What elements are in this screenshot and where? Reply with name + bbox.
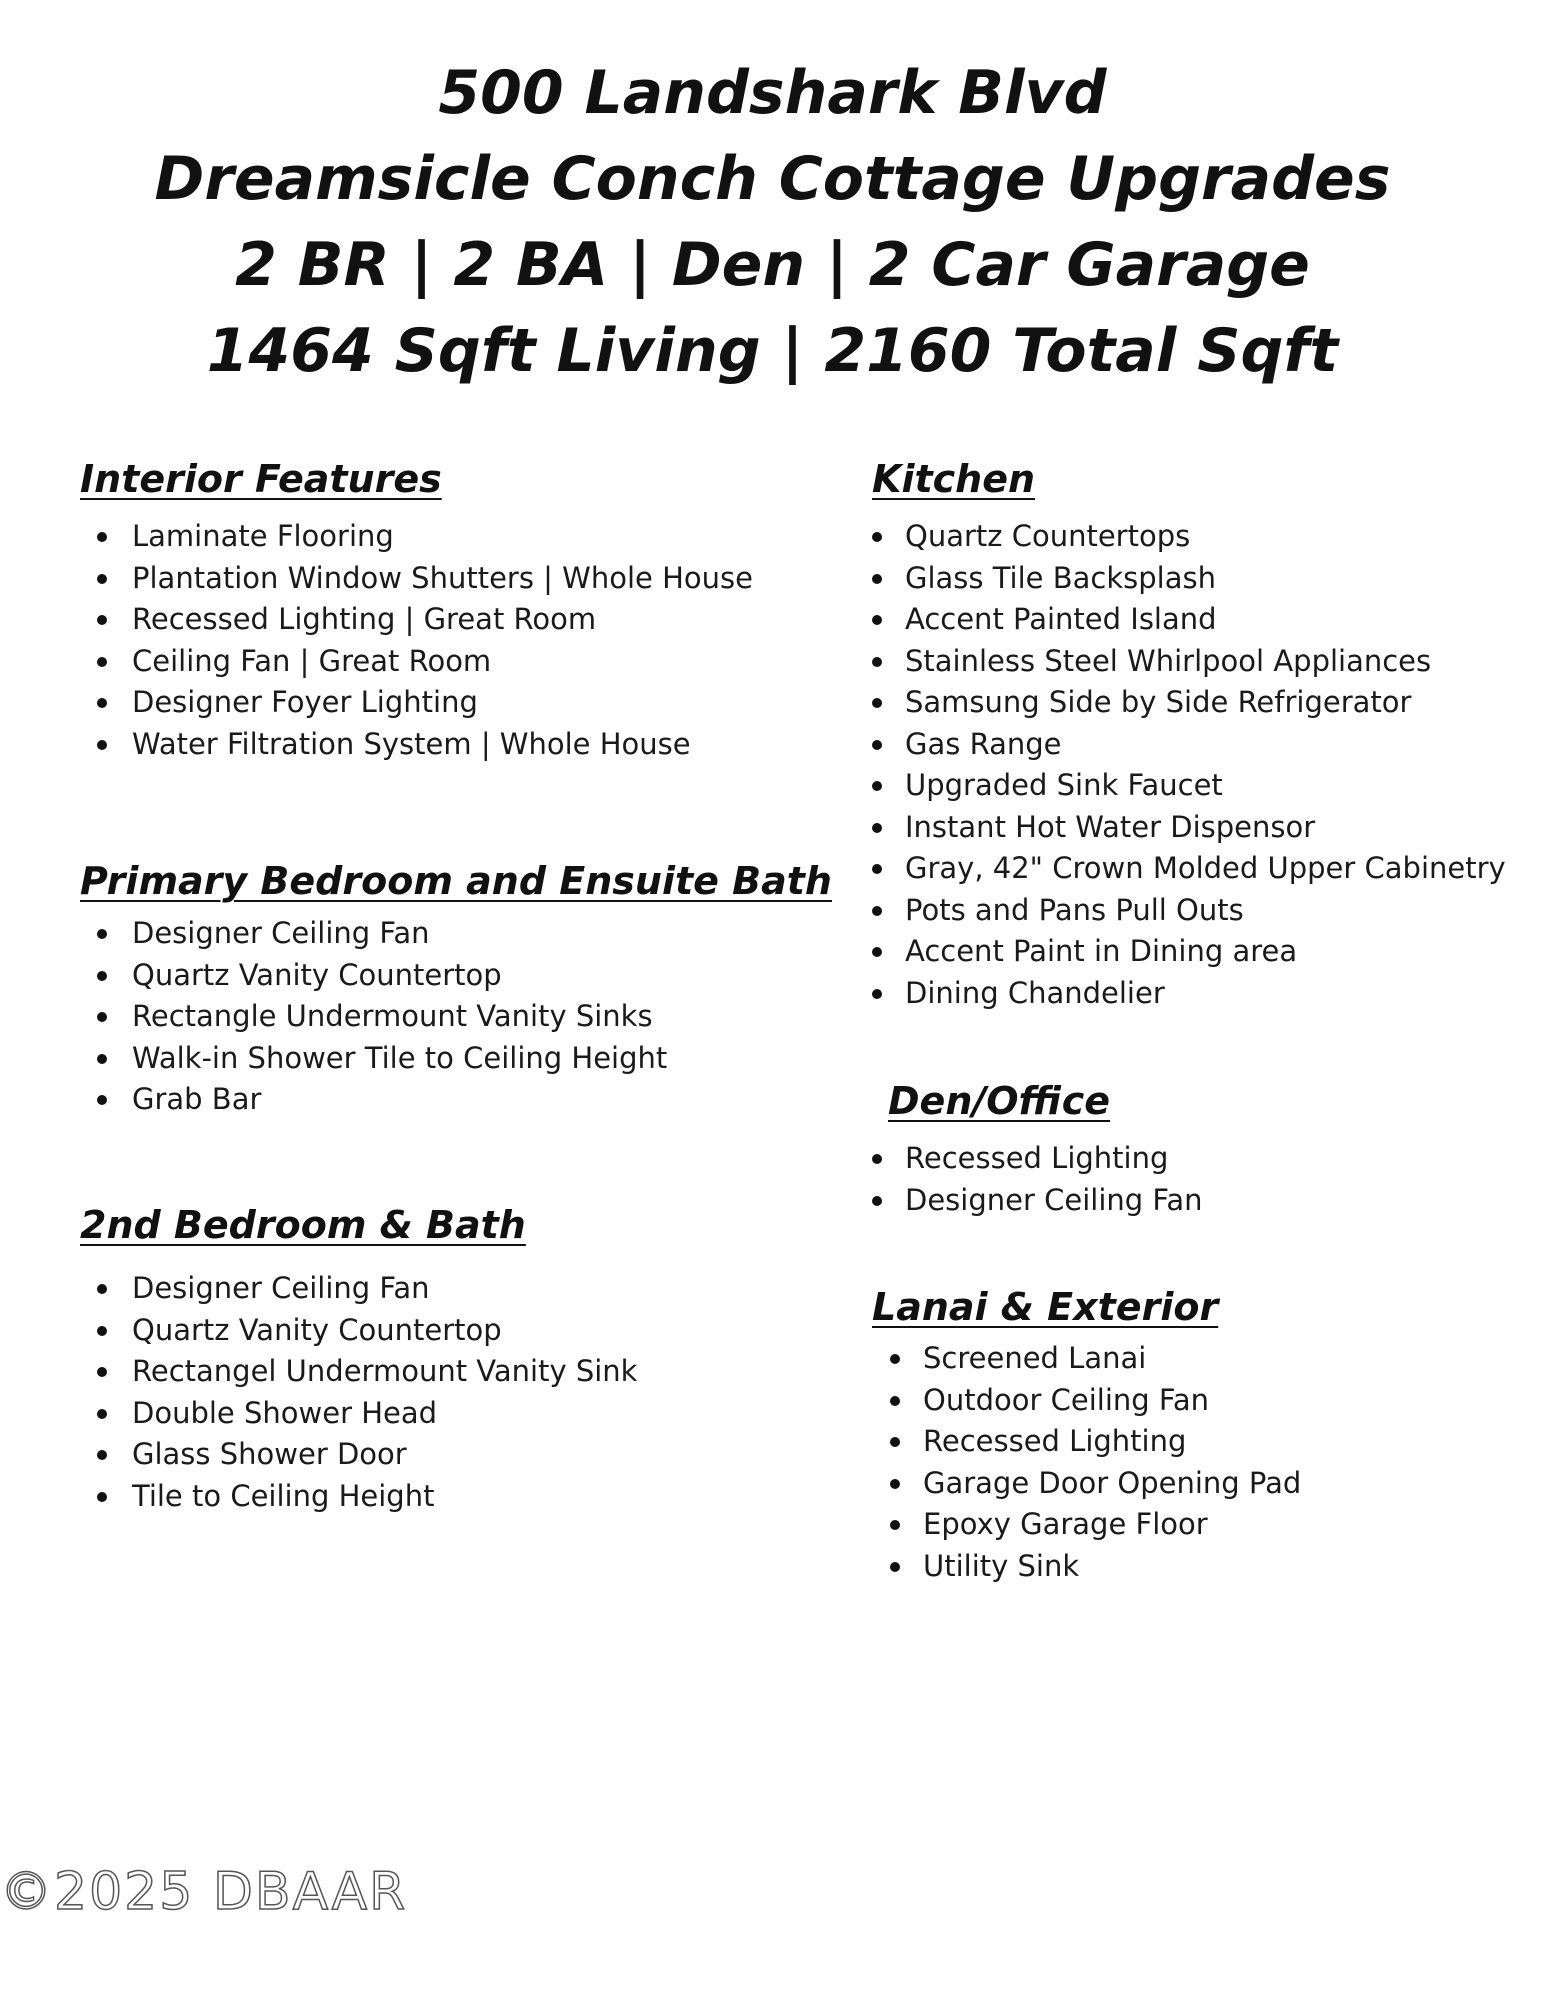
list-item bbox=[80, 599, 753, 641]
list-item bbox=[872, 724, 1506, 766]
document-title: Dreamsicle Conch Cottage Upgrades bbox=[154, 144, 1391, 214]
bullet-icon bbox=[97, 698, 107, 708]
list-item-label: Glass Shower Door bbox=[132, 1437, 407, 1471]
list-item-label: Recessed Lighting bbox=[923, 1424, 1187, 1458]
list-item bbox=[872, 765, 1506, 807]
list-item bbox=[80, 1351, 637, 1393]
list-item bbox=[872, 931, 1506, 973]
bullet-icon bbox=[97, 615, 107, 625]
list-item-label: Walk-in Shower Tile to Ceiling Height bbox=[132, 1040, 668, 1075]
list-item bbox=[80, 516, 753, 558]
list-item-label: Recessed Lighting | Great Room bbox=[132, 602, 597, 636]
list-item bbox=[80, 1434, 637, 1476]
list-item bbox=[872, 1180, 1203, 1222]
list-item-label: Utility Sink bbox=[923, 1548, 1080, 1583]
section-title: 2nd Bedroom & Bath bbox=[80, 1203, 526, 1247]
list-item-label: Double Shower Head bbox=[132, 1395, 438, 1430]
bullet-icon bbox=[872, 574, 882, 584]
list-item-label: Upgraded Sink Faucet bbox=[905, 768, 1223, 802]
list-item bbox=[872, 973, 1506, 1015]
bullet-icon bbox=[872, 698, 882, 708]
list-item-label: Rectangle Undermount Vanity Sinks bbox=[132, 999, 653, 1033]
section-second-bedroom bbox=[80, 1202, 637, 1517]
list-item-label: Designer Foyer Lighting bbox=[132, 685, 478, 719]
list-item bbox=[80, 1476, 637, 1518]
list-item bbox=[80, 1268, 637, 1310]
bullet-icon bbox=[872, 615, 882, 625]
bullet-icon bbox=[97, 532, 107, 542]
list-item bbox=[872, 1138, 1203, 1180]
list-item bbox=[80, 1310, 637, 1352]
list-item-label: Tile to Ceiling Height bbox=[132, 1478, 435, 1513]
list-item bbox=[80, 955, 832, 997]
list-item bbox=[80, 558, 753, 600]
bullet-icon bbox=[890, 1562, 900, 1572]
list-item bbox=[80, 913, 832, 955]
list-item-label: Water Filtration System | Whole House bbox=[132, 726, 691, 761]
list-item bbox=[890, 1546, 1301, 1588]
section-primary-bedroom bbox=[80, 858, 832, 1121]
list-item bbox=[890, 1421, 1301, 1463]
bullet-icon bbox=[97, 1409, 107, 1419]
list-item-label: Grab Bar bbox=[132, 1082, 262, 1116]
bullet-icon bbox=[97, 1095, 107, 1105]
list-item-label: Designer Ceiling Fan bbox=[905, 1182, 1203, 1217]
list-item-label: Plantation Window Shutters | Whole House bbox=[132, 560, 753, 595]
list-item-label: Quartz Vanity Countertop bbox=[132, 957, 502, 992]
bullet-icon bbox=[872, 947, 882, 957]
list-item bbox=[890, 1504, 1301, 1546]
list-item bbox=[80, 682, 753, 724]
list-item-label: Stainless Steel Whirlpool Appliances bbox=[905, 643, 1432, 678]
list-item-label: Dining Chandelier bbox=[905, 975, 1165, 1010]
bullet-icon bbox=[890, 1396, 900, 1406]
section-title: Kitchen bbox=[872, 457, 1036, 501]
bullet-icon bbox=[97, 574, 107, 584]
section-interior-features bbox=[80, 456, 753, 765]
bullet-icon bbox=[97, 1284, 107, 1294]
list-item bbox=[80, 996, 832, 1038]
section-den-office bbox=[888, 1078, 1203, 1221]
bullet-icon bbox=[97, 1012, 107, 1022]
page-header bbox=[0, 50, 1545, 394]
bullet-icon bbox=[97, 971, 107, 981]
list-item-label: Outdoor Ceiling Fan bbox=[923, 1382, 1210, 1417]
list-item bbox=[872, 848, 1506, 890]
bullet-icon bbox=[890, 1354, 900, 1364]
copyright-watermark: ©2025 DBAAR bbox=[0, 1862, 408, 1922]
bullet-icon bbox=[97, 1054, 107, 1064]
list-item bbox=[80, 1079, 832, 1121]
list-item-label: Instant Hot Water Dispensor bbox=[905, 809, 1316, 844]
section-title: Primary Bedroom and Ensuite Bath bbox=[80, 859, 832, 903]
list-item bbox=[872, 682, 1506, 724]
bullet-icon bbox=[872, 823, 882, 833]
bullet-icon bbox=[97, 657, 107, 667]
section-title: Den/Office bbox=[888, 1079, 1111, 1123]
bullet-icon bbox=[97, 1326, 107, 1336]
bullet-icon bbox=[97, 1492, 107, 1502]
list-item bbox=[80, 724, 753, 766]
section-title: Lanai & Exterior bbox=[872, 1285, 1219, 1329]
property-address: 500 Landshark Blvd bbox=[438, 58, 1107, 128]
list-item-label: Accent Paint in Dining area bbox=[905, 934, 1298, 968]
bullet-icon bbox=[97, 1367, 107, 1377]
list-item-label: Recessed Lighting bbox=[905, 1141, 1169, 1175]
list-item-label: Screened Lanai bbox=[923, 1341, 1147, 1375]
list-item bbox=[872, 516, 1506, 558]
bullet-icon bbox=[872, 864, 882, 874]
list-item-label: Ceiling Fan | Great Room bbox=[132, 643, 492, 678]
bullet-icon bbox=[97, 929, 107, 939]
bullet-icon bbox=[872, 1154, 882, 1164]
list-item bbox=[80, 641, 753, 683]
property-summary: 2 BR | 2 BA | Den | 2 Car Garage bbox=[235, 230, 1310, 300]
section-title: Interior Features bbox=[80, 457, 442, 501]
list-item-label: Laminate Flooring bbox=[132, 519, 394, 553]
list-item-label: Garage Door Opening Pad bbox=[923, 1465, 1302, 1500]
bullet-icon bbox=[890, 1520, 900, 1530]
feature-list bbox=[872, 516, 1506, 1014]
list-item bbox=[872, 558, 1506, 600]
bullet-icon bbox=[872, 781, 882, 791]
feature-list bbox=[80, 913, 832, 1121]
list-item-label: Samsung Side by Side Refrigerator bbox=[905, 685, 1412, 719]
list-item-label: Designer Ceiling Fan bbox=[132, 1271, 430, 1305]
section-kitchen bbox=[872, 456, 1506, 1014]
bullet-icon bbox=[97, 1450, 107, 1460]
bullet-icon bbox=[872, 1196, 882, 1206]
list-item-label: Quartz Countertops bbox=[905, 519, 1191, 553]
list-item-label: Quartz Vanity Countertop bbox=[132, 1312, 502, 1347]
list-item bbox=[872, 890, 1506, 932]
bullet-icon bbox=[97, 740, 107, 750]
bullet-icon bbox=[890, 1437, 900, 1447]
feature-list bbox=[872, 1138, 1203, 1221]
feature-list bbox=[890, 1338, 1301, 1587]
list-item-label: Glass Tile Backsplash bbox=[905, 560, 1216, 595]
bullet-icon bbox=[872, 989, 882, 999]
list-item bbox=[890, 1380, 1301, 1422]
list-item bbox=[872, 641, 1506, 683]
bullet-icon bbox=[872, 906, 882, 916]
list-item-label: Pots and Pans Pull Outs bbox=[905, 892, 1244, 927]
feature-list bbox=[80, 516, 753, 765]
list-item-label: Epoxy Garage Floor bbox=[923, 1507, 1208, 1541]
list-item bbox=[80, 1038, 832, 1080]
bullet-icon bbox=[872, 532, 882, 542]
bullet-icon bbox=[872, 657, 882, 667]
square-footage: 1464 Sqft Living | 2160 Total Sqft bbox=[206, 316, 1339, 386]
list-item bbox=[890, 1463, 1301, 1505]
list-item-label: Rectangel Undermount Vanity Sink bbox=[132, 1354, 638, 1388]
list-item-label: Gas Range bbox=[905, 726, 1062, 761]
list-item-label: Accent Painted Island bbox=[905, 602, 1217, 636]
list-item-label: Designer Ceiling Fan bbox=[132, 916, 430, 950]
list-item bbox=[80, 1393, 637, 1435]
section-lanai-exterior bbox=[872, 1284, 1301, 1587]
bullet-icon bbox=[890, 1479, 900, 1489]
list-item bbox=[872, 599, 1506, 641]
list-item-label: Gray, 42" Crown Molded Upper Cabinetry bbox=[905, 851, 1506, 885]
bullet-icon bbox=[872, 740, 882, 750]
list-item bbox=[890, 1338, 1301, 1380]
feature-list bbox=[80, 1268, 637, 1517]
list-item bbox=[872, 807, 1506, 849]
